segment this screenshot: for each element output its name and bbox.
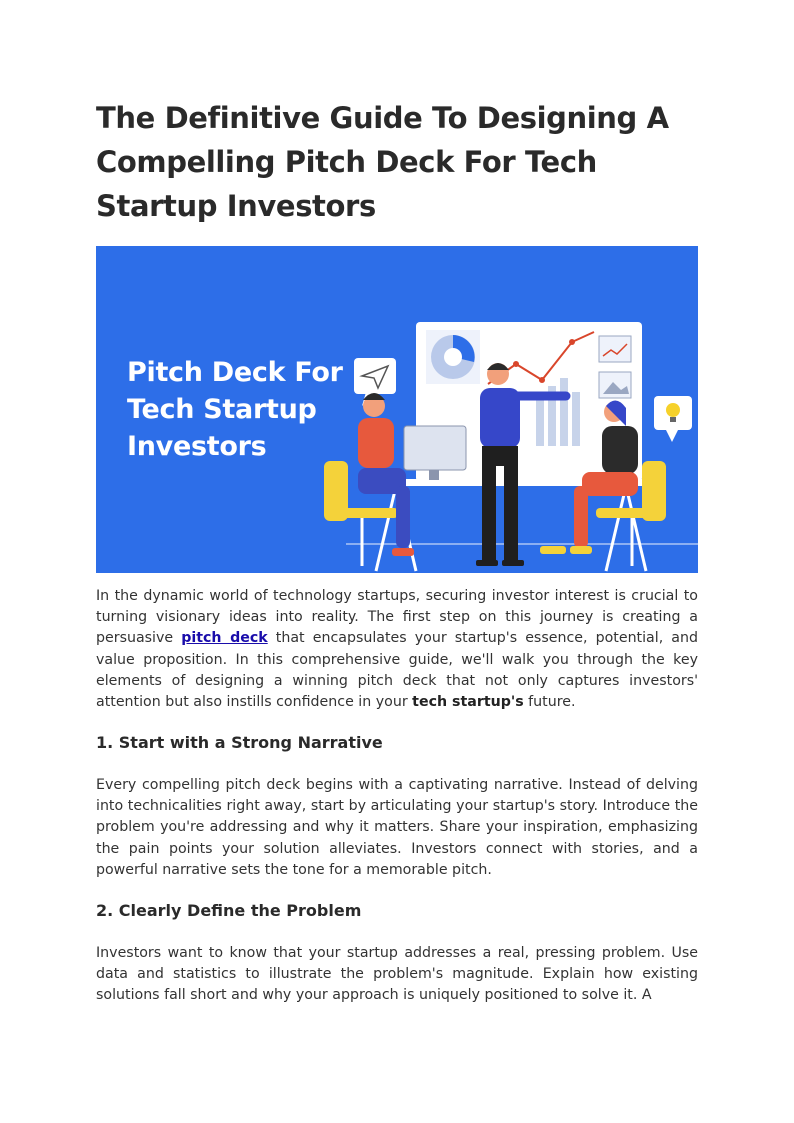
left-person — [324, 393, 414, 566]
lightbulb-icon — [654, 396, 692, 442]
section-body-2: Investors want to know that your startup addresses a real, pressing problem. Use data and statistics to illustrate the problem's magnitude. Explain how existing solutions fall short and why your approach is uniquely positioned to solve it. A — [96, 945, 698, 1004]
hero-image — [96, 246, 698, 573]
hero-title-line-3: Investors — [127, 431, 267, 462]
section-body-1: Every compelling pitch deck begins with a captivating narrative. Instead of delving into technicalities right away, start by articulating your startup's story. Introduce the problem you're addressing and why it matters. Share your inspiration, emphasizing the pain points your solution alleviates. Investors connect with stories, and a powerful narrative sets the tone for a memorable pitch. — [96, 777, 698, 878]
hero-title-line-2: Tech Startup — [127, 394, 317, 425]
section-heading-1: 1. Start with a Strong Narrative — [96, 733, 383, 752]
intro-paragraph — [96, 586, 698, 713]
section-heading-2: 2. Clearly Define the Problem — [96, 901, 362, 920]
pitch-deck-link[interactable]: pitch deck — [181, 630, 268, 647]
page-title: The Definitive Guide To Designing A Compelling Pitch Deck For Tech Startup Investors — [96, 101, 669, 223]
hero-illustration — [96, 246, 698, 573]
intro-text-start: In the dynamic world of technology startups, securing investor interest is crucial to turning visionary ideas into reality. The first step on this journey is creating a persuasive — [96, 588, 698, 647]
hero-title-line-1: Pitch Deck For — [127, 357, 343, 388]
tech-startup-bold: tech startup's — [412, 694, 524, 711]
intro-text-end: future. — [523, 694, 576, 711]
intro-text-middle: that encapsulates your startup's essence, potential, and value proposition. In this comprehensive guide, we'll walk you through the key elements of designing a winning pitch deck that not only captures investors' attention but also instills confidence in your — [96, 630, 699, 711]
